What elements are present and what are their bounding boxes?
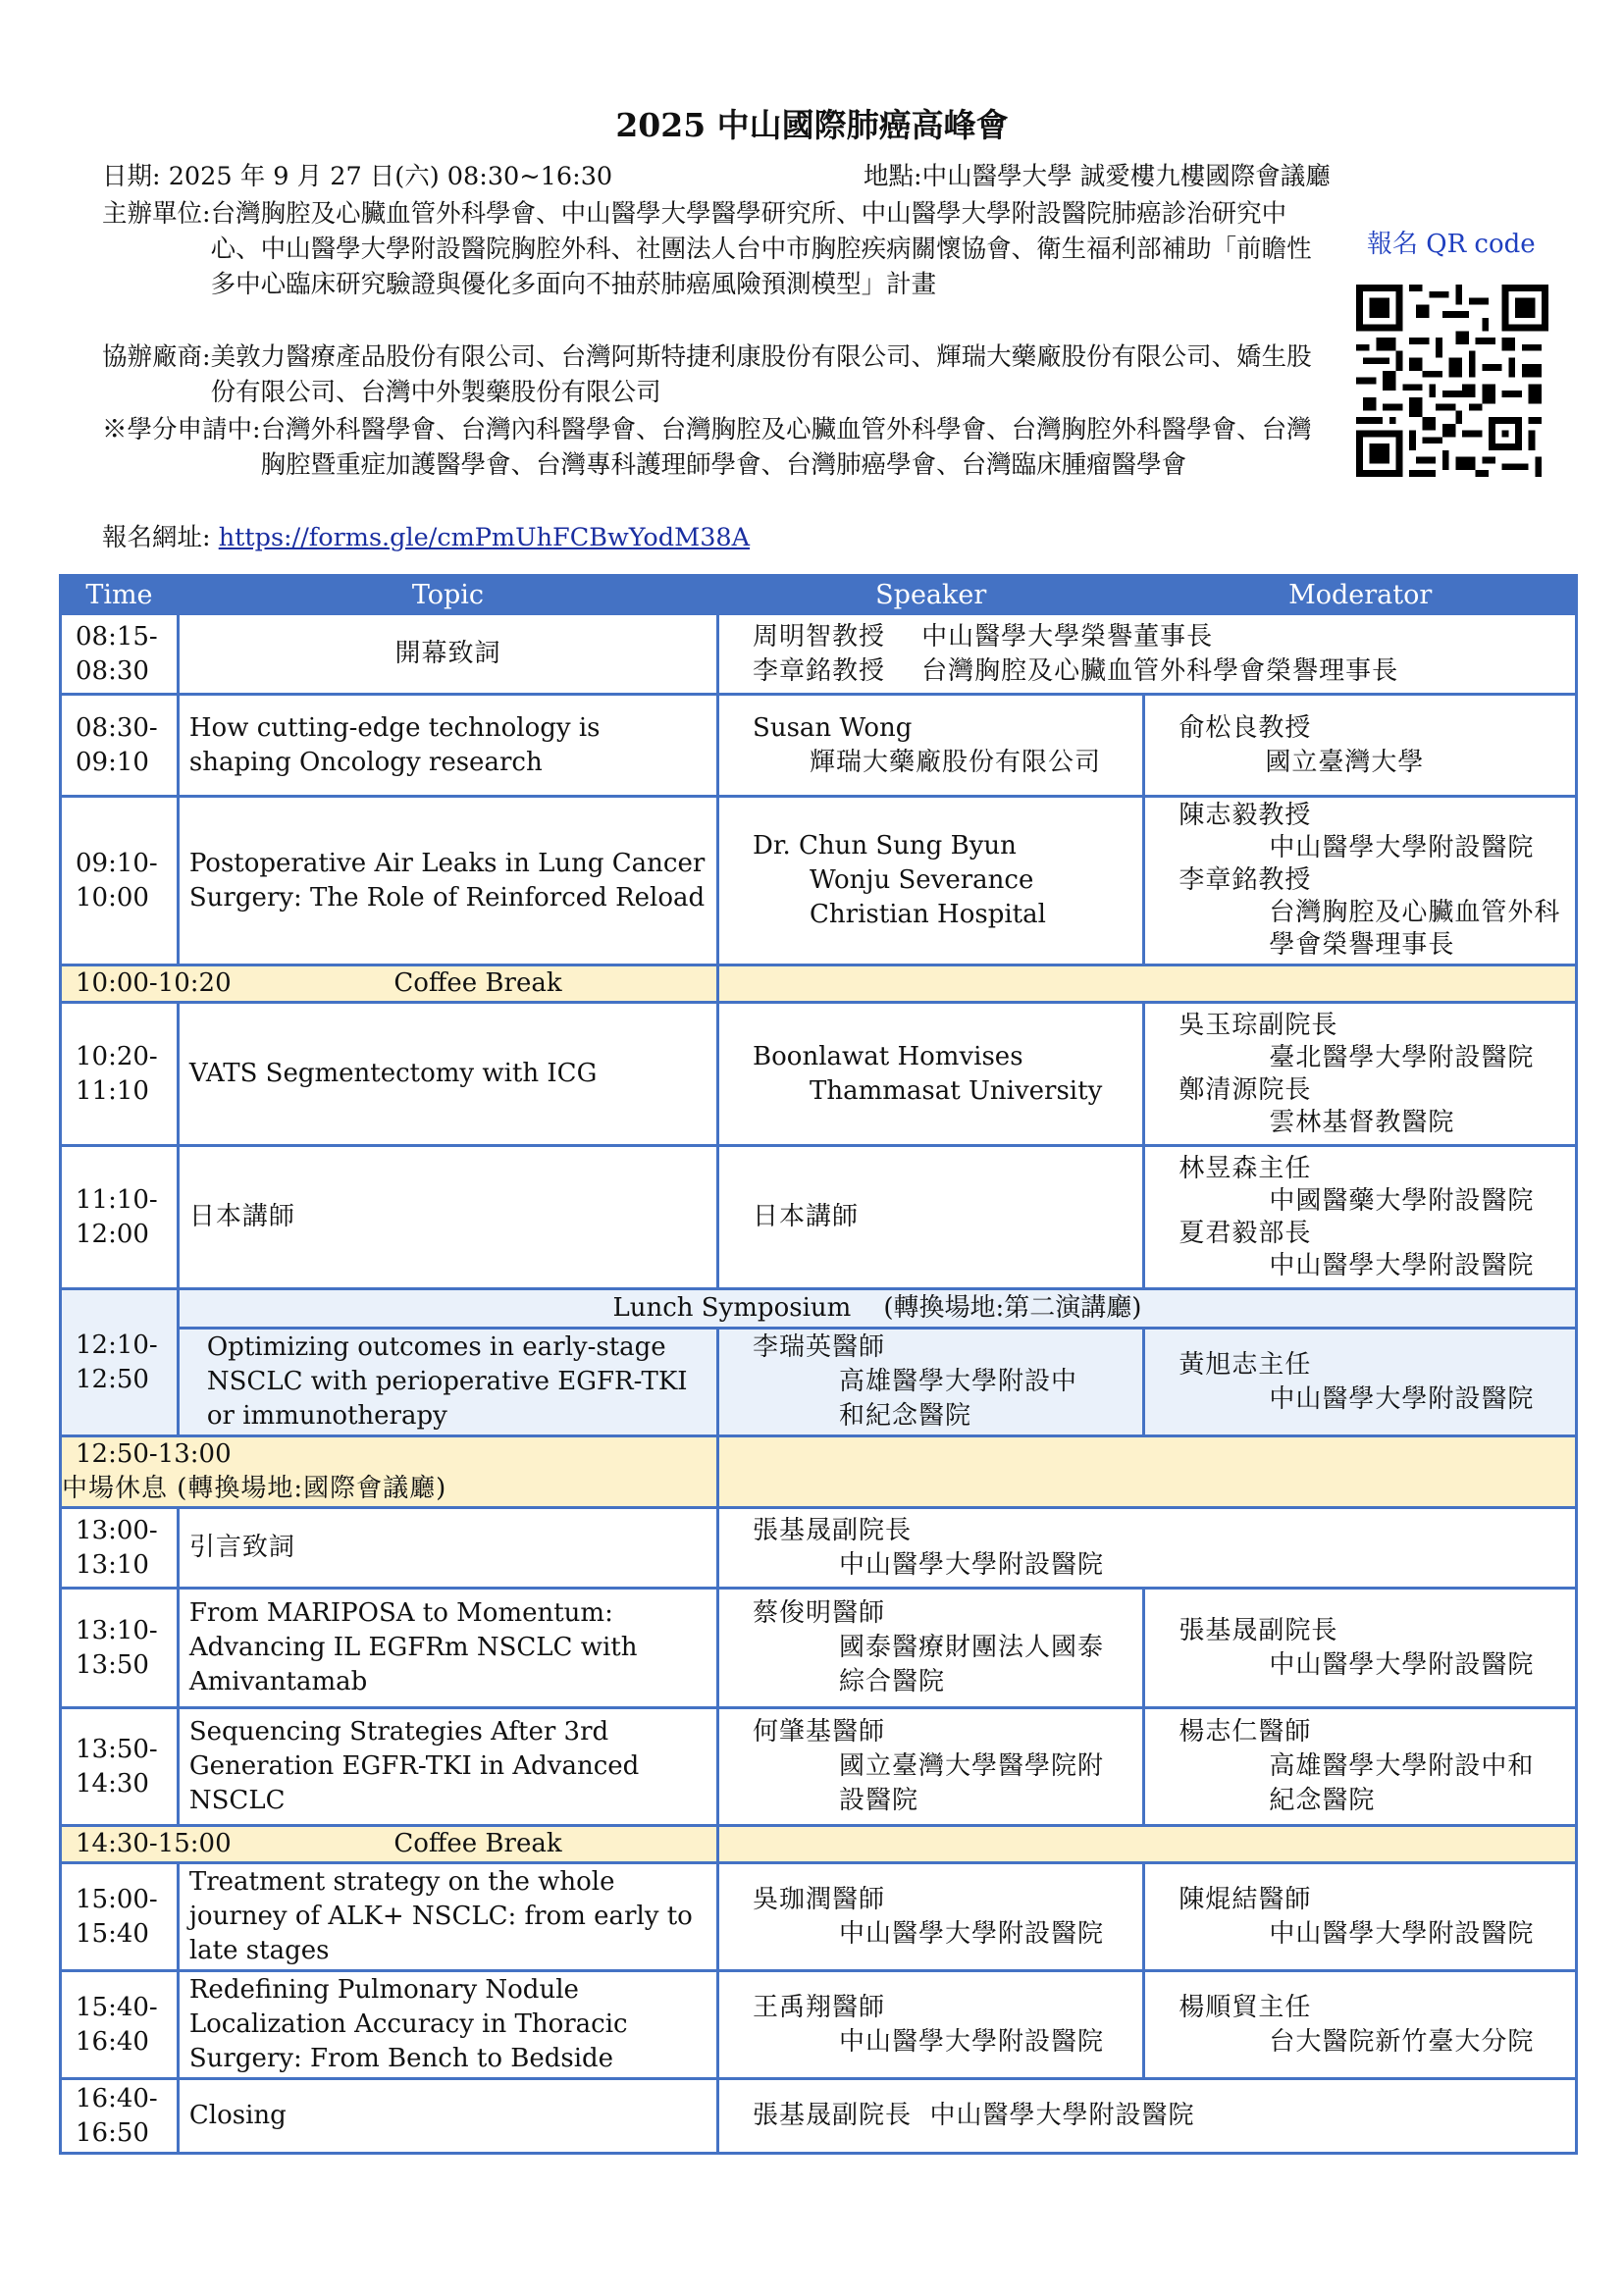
moderator-affiliation: 高雄醫學大學附設中和 bbox=[1269, 1751, 1535, 1781]
credit-text: 台灣外科醫學會、台灣內科醫學會、台灣胸腔及心臟血管外科學會、台灣胸腔外科醫學會、台灣胸腔暨重症加護醫學會、台灣專科護理師學會、台灣肺癌學會、台灣臨床腫瘤醫學會 bbox=[260, 415, 1312, 480]
time-end: 11:10 bbox=[76, 1075, 149, 1106]
page-title: 2025 中山國際肺癌高峰會 bbox=[615, 106, 1009, 144]
time-start: 13:50- bbox=[76, 1734, 158, 1764]
table-row bbox=[61, 1003, 1577, 1146]
moderator-name: 鄭清源院長 bbox=[1179, 1074, 1312, 1105]
registration-line bbox=[102, 518, 750, 553]
moderator-name: 黃旭志主任 bbox=[1179, 1349, 1312, 1380]
table-row bbox=[61, 1146, 1577, 1289]
topic-cell: 引言致詞 bbox=[178, 1508, 717, 1589]
lunch-title: Lunch Symposium (轉換場地:第二演講廳) bbox=[178, 1289, 1576, 1329]
header-moderator: Moderator bbox=[1144, 576, 1577, 614]
speaker-name: 張基晟副院長 bbox=[753, 1515, 913, 1545]
speaker-affiliation: 中山醫學大學附設醫院 bbox=[839, 1549, 1105, 1580]
speaker-affiliation: 輝瑞大藥廠股份有限公司 bbox=[810, 747, 1102, 777]
time-cell bbox=[61, 1289, 179, 1436]
speaker-affiliation: 國立臺灣大學醫學院附 bbox=[839, 1751, 1105, 1781]
time-start: 10:20- bbox=[76, 1041, 158, 1071]
speaker-line: 李章銘教授 台灣胸腔及心臟血管外科學會榮譽理事長 bbox=[753, 655, 1399, 686]
time-start: 15:00- bbox=[76, 1884, 158, 1914]
time-end: 13:10 bbox=[76, 1549, 149, 1580]
break-row bbox=[61, 1436, 1577, 1508]
time-cell bbox=[61, 695, 179, 797]
time-end: 13:50 bbox=[76, 1649, 149, 1680]
moderator-cell bbox=[1144, 1146, 1577, 1289]
moderator-affiliation: 中山醫學大學附設醫院 bbox=[1269, 1918, 1535, 1949]
moderator-cell bbox=[1144, 797, 1577, 965]
organizer-block bbox=[102, 196, 1329, 302]
break-label: 中場休息 (轉換場地:國際會議廳) bbox=[62, 1474, 447, 1503]
topic-cell: Closing bbox=[178, 2079, 717, 2154]
break-cell bbox=[61, 1826, 718, 1863]
moderator-affiliation: 中山醫學大學附設醫院 bbox=[1269, 833, 1535, 862]
table-row bbox=[61, 1863, 1577, 1971]
table-row bbox=[61, 2079, 1577, 2154]
time-cell bbox=[61, 1589, 179, 1708]
moderator-name: 陳焜結醫師 bbox=[1179, 1884, 1312, 1914]
time-end: 12:50 bbox=[76, 1364, 149, 1394]
speaker-affiliation: 中山醫學大學附設醫院 bbox=[839, 1918, 1105, 1949]
time-end: 16:40 bbox=[76, 2026, 149, 2057]
speaker-cell bbox=[718, 1589, 1144, 1708]
break-cell bbox=[61, 1436, 718, 1508]
moderator-affiliation: 雲林基督教醫院 bbox=[1269, 1107, 1455, 1137]
moderator-name: 李章銘教授 bbox=[1179, 865, 1312, 895]
table-row bbox=[61, 1708, 1577, 1826]
moderator-name: 陳志毅教授 bbox=[1179, 801, 1312, 830]
moderator-affiliation: 台灣胸腔及心臟血管外科 bbox=[1269, 898, 1561, 927]
moderator-cell bbox=[1144, 1329, 1577, 1436]
moderator-cell bbox=[1144, 1863, 1577, 1971]
table-row bbox=[61, 1329, 1577, 1436]
moderator-name: 夏君毅部長 bbox=[1179, 1218, 1312, 1248]
header-topic: Topic bbox=[178, 576, 717, 614]
topic-cell: Treatment strategy on the whole journey of ALK+ NSCLC: from early to late stages bbox=[178, 1863, 717, 1971]
moderator-name: 林昱森主任 bbox=[1179, 1153, 1312, 1183]
break-row bbox=[61, 965, 1577, 1003]
time-start: 15:40- bbox=[76, 1992, 158, 2022]
break-cell-end bbox=[718, 1826, 1577, 1863]
moderator-affiliation: 台大醫院新竹臺大分院 bbox=[1269, 2026, 1535, 2057]
moderator-affiliation: 國立臺灣大學 bbox=[1265, 747, 1425, 777]
time-cell bbox=[61, 614, 179, 695]
moderator-affiliation: 中山醫學大學附設醫院 bbox=[1269, 1383, 1535, 1414]
time-start: 13:00- bbox=[76, 1515, 158, 1545]
speaker-name: 王禹翔醫師 bbox=[753, 1992, 886, 2022]
topic-cell: 開幕致詞 bbox=[178, 614, 717, 695]
break-cell bbox=[61, 965, 718, 1003]
speaker-name: Boonlawat Homvises bbox=[753, 1041, 1023, 1071]
speaker-affiliation: Wonju Severance bbox=[810, 865, 1034, 895]
topic-cell: VATS Segmentectomy with ICG bbox=[178, 1003, 717, 1146]
speaker-affiliation: 高雄醫學大學附設中 bbox=[839, 1367, 1078, 1396]
break-cell-end bbox=[718, 965, 1577, 1003]
break-label: Coffee Break bbox=[393, 1829, 562, 1858]
moderator-name: 吳玉琮副院長 bbox=[1179, 1010, 1338, 1040]
speaker-line: 周明智教授 中山醫學大學榮譽董事長 bbox=[753, 621, 1214, 652]
time-cell bbox=[61, 2079, 179, 2154]
time-start: 13:10- bbox=[76, 1615, 158, 1645]
time-end: 10:00 bbox=[76, 882, 149, 913]
time-cell bbox=[61, 1708, 179, 1826]
table-header-row bbox=[61, 576, 1577, 614]
table-row bbox=[61, 1589, 1577, 1708]
credit-label: ※學分申請中: bbox=[102, 415, 261, 444]
time-cell bbox=[61, 1971, 179, 2079]
table-row bbox=[61, 695, 1577, 797]
moderator-cell bbox=[1144, 695, 1577, 797]
speaker-cell bbox=[718, 1971, 1144, 2079]
moderator-name: 楊順貿主任 bbox=[1179, 1992, 1312, 2022]
time-start: 11:10- bbox=[76, 1184, 158, 1215]
time-start: 08:15- bbox=[76, 621, 158, 652]
table-row bbox=[61, 1508, 1577, 1589]
moderator-affiliation: 中山醫學大學附設醫院 bbox=[1269, 1250, 1535, 1280]
co-organizer-text: 美敦力醫療產品股份有限公司、台灣阿斯特捷利康股份有限公司、輝瑞大藥廠股份有限公司、嬌生股份有限公司、台灣中外製藥股份有限公司 bbox=[210, 342, 1312, 407]
moderator-name: 楊志仁醫師 bbox=[1179, 1717, 1312, 1747]
speaker-cell bbox=[718, 695, 1144, 797]
co-organizer-label: 協辦廠商: bbox=[102, 342, 211, 372]
time-start: 12:10- bbox=[76, 1330, 158, 1360]
organizer-text: 台灣胸腔及心臟血管外科學會、中山醫學大學醫學研究所、中山醫學大學附設醫院肺癌診治研究中心、中山醫學大學附設醫院胸腔外科、社團法人台中市胸腔疾病關懷協會、衛生福利部補助「前瞻性多中心臨床研究驗證與優化多面向不抽菸肺癌風險預測模型」計畫 bbox=[210, 199, 1312, 299]
topic-cell: From MARIPOSA to Momentum: Advancing IL EGFRm NSCLC with Amivantamab bbox=[178, 1589, 717, 1708]
co-organizer-block bbox=[102, 339, 1329, 410]
moderator-affiliation: 中國醫藥大學附設醫院 bbox=[1269, 1185, 1535, 1216]
header-speaker: Speaker bbox=[718, 576, 1144, 614]
break-row bbox=[61, 1826, 1577, 1863]
moderator-affiliation: 紀念醫院 bbox=[1269, 1786, 1376, 1815]
registration-link[interactable]: https://forms.gle/cmPmUhFCBwYodM38A bbox=[218, 523, 751, 552]
topic-cell: Redefining Pulmonary Nodule Localization Accuracy in Thoracic Surgery: From Bench to Bedside bbox=[178, 1971, 717, 2079]
credit-block bbox=[102, 412, 1329, 483]
time-cell bbox=[61, 1146, 179, 1289]
table-row bbox=[61, 614, 1577, 695]
speaker-cell: 張基晟副院長 中山醫學大學附設醫院 bbox=[718, 2079, 1577, 2154]
time-end: 09:10 bbox=[76, 747, 149, 777]
moderator-name: 俞松良教授 bbox=[1179, 712, 1312, 743]
speaker-cell bbox=[718, 1863, 1144, 1971]
speaker-affiliation: Christian Hospital bbox=[810, 900, 1046, 929]
event-location: 地點:中山醫學大學 誠愛樓九樓國際會議廳 bbox=[864, 162, 1331, 191]
break-time: 10:00-10:20 bbox=[76, 968, 232, 998]
event-date: 日期: 2025 年 9 月 27 日(六) 08:30~16:30 bbox=[102, 162, 613, 191]
speaker-affiliation: Thammasat University bbox=[810, 1075, 1103, 1106]
table-row bbox=[61, 1971, 1577, 2079]
speaker-cell: 日本講師 bbox=[718, 1146, 1144, 1289]
speaker-name: 李瑞英醫師 bbox=[753, 1332, 886, 1362]
moderator-cell bbox=[1144, 1708, 1577, 1826]
registration-label: 報名網址: bbox=[102, 523, 219, 552]
speaker-affiliation: 中山醫學大學附設醫院 bbox=[839, 2026, 1105, 2057]
speaker-cell bbox=[718, 1329, 1144, 1436]
time-cell bbox=[61, 1003, 179, 1146]
moderator-name: 張基晟副院長 bbox=[1179, 1615, 1338, 1645]
schedule-table bbox=[59, 574, 1578, 2155]
time-cell bbox=[61, 797, 179, 965]
speaker-name: Susan Wong bbox=[753, 712, 913, 743]
moderator-affiliation: 學會榮譽理事長 bbox=[1269, 930, 1455, 960]
speaker-affiliation: 和紀念醫院 bbox=[839, 1401, 972, 1431]
speaker-cell bbox=[718, 1508, 1577, 1589]
speaker-affiliation: 國泰醫療財團法人國泰 bbox=[839, 1633, 1105, 1662]
time-cell bbox=[61, 1508, 179, 1589]
break-label: Coffee Break bbox=[393, 968, 562, 998]
moderator-cell bbox=[1144, 1971, 1577, 2079]
speaker-cell bbox=[718, 614, 1577, 695]
time-end: 12:00 bbox=[76, 1219, 149, 1249]
topic-cell: Postoperative Air Leaks in Lung Cancer Surgery: The Role of Reinforced Reload bbox=[178, 797, 717, 965]
break-cell-end bbox=[718, 1436, 1577, 1508]
time-end: 15:40 bbox=[76, 1918, 149, 1949]
qr-label: 報名 QR code bbox=[1367, 230, 1536, 259]
table-row bbox=[61, 797, 1577, 965]
time-start: 09:10- bbox=[76, 848, 158, 878]
time-end: 16:50 bbox=[76, 2117, 149, 2148]
time-start: 08:30- bbox=[76, 712, 158, 743]
break-time: 14:30-15:00 bbox=[76, 1829, 232, 1858]
topic-cell: Sequencing Strategies After 3rd Generation EGFR-TKI in Advanced NSCLC bbox=[178, 1708, 717, 1826]
speaker-cell bbox=[718, 1708, 1144, 1826]
time-cell bbox=[61, 1863, 179, 1971]
organizer-label: 主辦單位: bbox=[102, 199, 211, 229]
break-time: 12:50-13:00 bbox=[76, 1439, 232, 1469]
qr-code-icon[interactable] bbox=[1356, 285, 1548, 477]
speaker-cell bbox=[718, 797, 1144, 965]
moderator-cell bbox=[1144, 1589, 1577, 1708]
topic-cell: 日本講師 bbox=[178, 1146, 717, 1289]
time-start: 16:40- bbox=[76, 2083, 158, 2113]
time-end: 14:30 bbox=[76, 1768, 149, 1799]
speaker-name: Dr. Chun Sung Byun bbox=[753, 831, 1017, 861]
moderator-affiliation: 臺北醫學大學附設醫院 bbox=[1269, 1042, 1535, 1072]
speaker-affiliation: 綜合醫院 bbox=[839, 1667, 946, 1696]
header-time: Time bbox=[61, 576, 179, 614]
moderator-affiliation: 中山醫學大學附設醫院 bbox=[1269, 1649, 1535, 1680]
moderator-cell bbox=[1144, 1003, 1577, 1146]
topic-cell: How cutting-edge technology is shaping Oncology research bbox=[178, 695, 717, 797]
speaker-cell bbox=[718, 1003, 1144, 1146]
speaker-name: 吳珈潤醫師 bbox=[753, 1884, 886, 1914]
speaker-affiliation: 設醫院 bbox=[839, 1786, 919, 1815]
lunch-title-row bbox=[61, 1289, 1577, 1329]
speaker-name: 蔡俊明醫師 bbox=[753, 1598, 886, 1628]
time-end: 08:30 bbox=[76, 655, 149, 686]
speaker-name: 何肇基醫師 bbox=[753, 1717, 886, 1747]
topic-cell: Optimizing outcomes in early-stage NSCLC with perioperative EGFR-TKI or immunotherapy bbox=[178, 1329, 717, 1436]
